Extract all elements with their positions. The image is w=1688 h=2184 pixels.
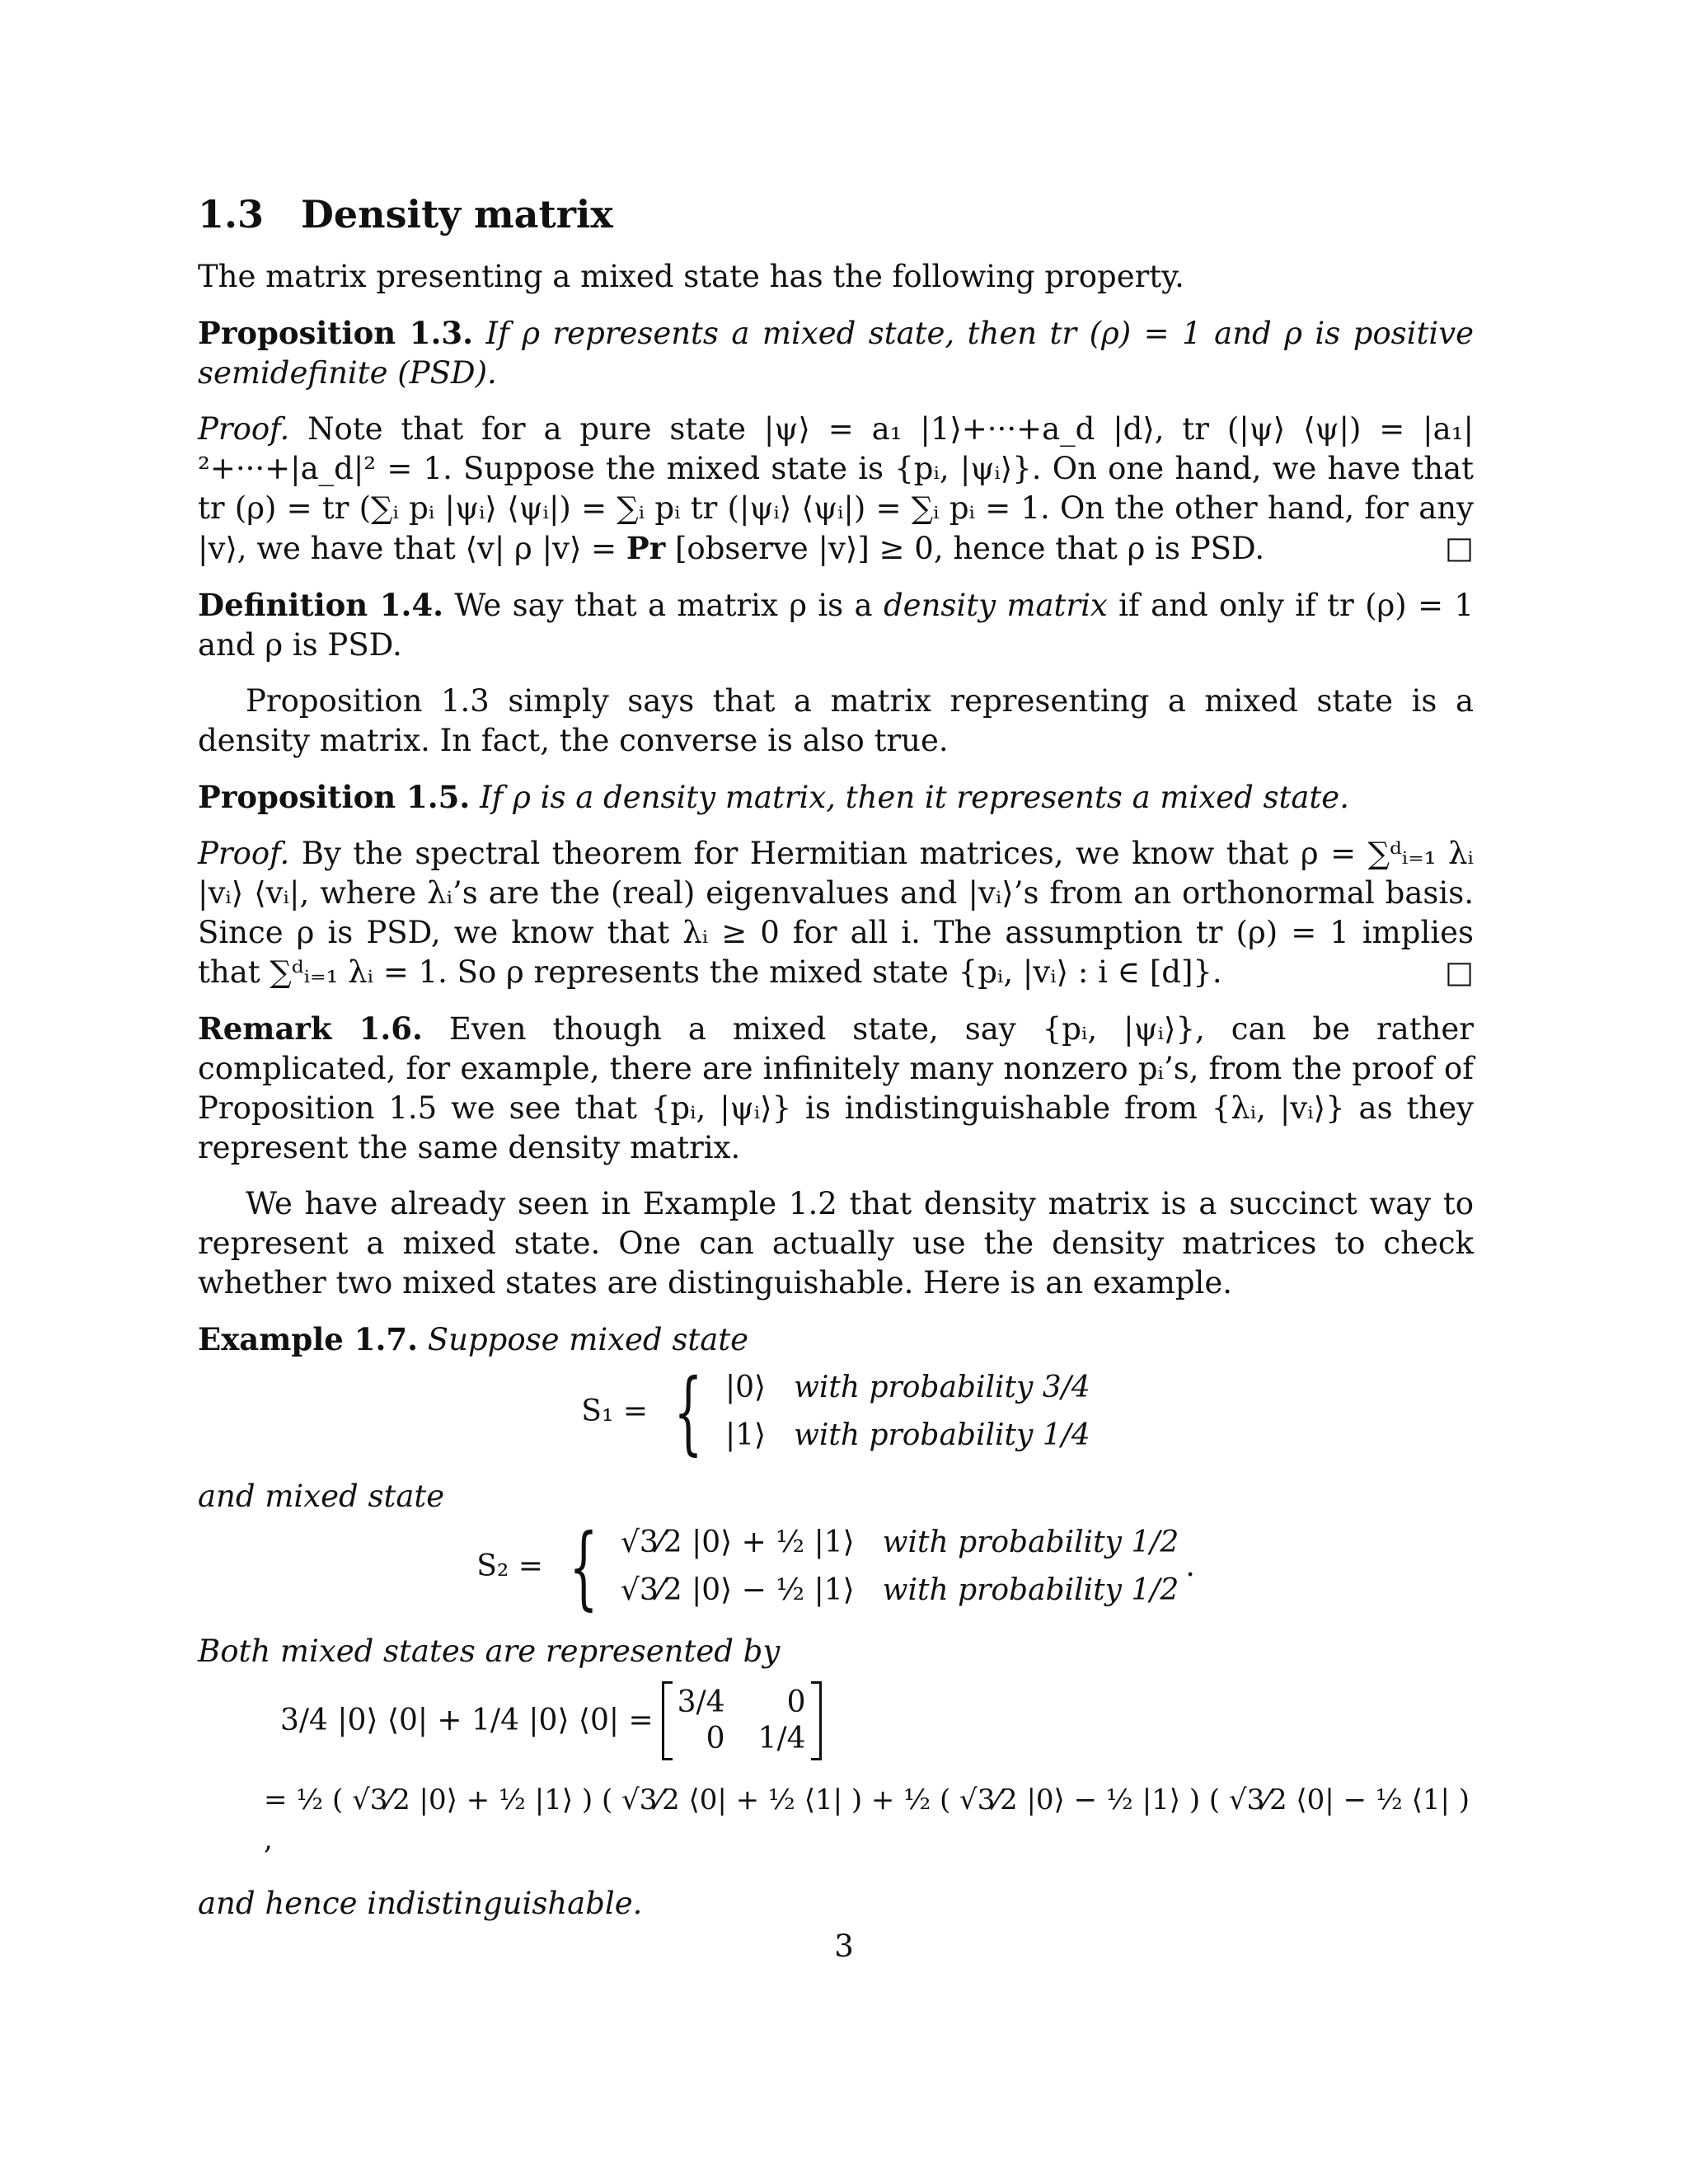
qed-symbol: □ (1445, 530, 1474, 565)
remark-1-6 (198, 1009, 1474, 1168)
s1-case-2-prob: with probability 1/4 (794, 1418, 1090, 1452)
matrix-cell: 1/4 (757, 1722, 806, 1755)
s2-case-1-prob: with probability 1/2 (882, 1526, 1179, 1559)
proposition-1-5 (198, 777, 1474, 818)
equation-decomposition (264, 1780, 1474, 1859)
equation-density-lhs (280, 1681, 1474, 1760)
matrix-cell: 3/4 (677, 1685, 725, 1719)
proof-text: Note that for a pure state |ψ⟩ = a₁ |1⟩+···+a_d |d⟩, tr (|ψ⟩ ⟨ψ|) = |a₁|²+···+|a_d|² = 1. Suppose the mixed state is {pᵢ, |ψᵢ⟩}. On one hand, we have that tr (ρ) = tr (∑ᵢ pᵢ |ψᵢ⟩ ⟨ψᵢ|) = ∑ᵢ pᵢ tr (|ψᵢ⟩ ⟨ψᵢ|) = ∑ᵢ pᵢ = 1. On the other hand, for any |v⟩, we have that ⟨v| ρ |v⟩ = (198, 411, 1474, 566)
qed-symbol: □ (1445, 954, 1474, 990)
example-1-7 (198, 1319, 1474, 1360)
left-brace: { (569, 1514, 598, 1619)
proposition-statement: If ρ represents a mixed state, then tr (ρ) = 1 and ρ is positive semidefinite (PSD). (198, 316, 1474, 391)
s2-period: . (1185, 1549, 1195, 1583)
paragraph-converse: Proposition 1.3 simply says that a matrix representing a mixed state is a density matrix. In fact, the converse is also true. (198, 683, 1474, 758)
section-heading (198, 190, 1474, 239)
definition-text-before: We say that a matrix ρ is a (454, 588, 884, 623)
s2-lhs: S₂ = (476, 1549, 543, 1583)
definition-term: density matrix (883, 588, 1108, 623)
intro-paragraph: The matrix presenting a mixed state has the following property. (198, 259, 1184, 294)
s1-case-2 (725, 1414, 1090, 1457)
pr-operator: Pr (626, 530, 666, 566)
page-number: 3 (834, 1929, 854, 1964)
s1-cases (725, 1366, 1090, 1457)
proposition-1-3 (198, 313, 1474, 393)
s2-case-1 (621, 1521, 1179, 1564)
proof-1-5 (198, 834, 1474, 992)
eq2-text: = ½ ( √3⁄2 |0⟩ + ½ |1⟩ ) ( √3⁄2 ⟨0| + ½ ⟨1| ) + ½ ( √3⁄2 |0⟩ − ½ |1⟩ ) ( √3⁄2 ⟨0| − ½ ⟨1| ) , (264, 1783, 1470, 1856)
s1-case-1 (725, 1366, 1090, 1409)
s1-lhs: S₁ = (581, 1394, 648, 1428)
s1-case-2-state: |1⟩ (724, 1418, 767, 1452)
section-number: 1.3 (198, 192, 265, 237)
matrix-cell: 0 (706, 1722, 725, 1755)
s2-case-2-prob: with probability 1/2 (882, 1573, 1179, 1607)
proof-1-3 (198, 410, 1474, 569)
s2-case-1-state: √3⁄2 |0⟩ + ½ |1⟩ (620, 1526, 855, 1559)
matrix-cell: 0 (786, 1685, 806, 1719)
definition-text-after: if and only if tr (ρ) = 1 and ρ is PSD. (198, 588, 1475, 663)
equation-s1 (198, 1359, 1474, 1465)
proof-label: Proof. (198, 411, 290, 447)
proof-text: By the spectral theorem for Hermitian matrices, we know that ρ = ∑ᵈᵢ₌₁ λᵢ |vᵢ⟩ ⟨vᵢ|, where λᵢ’s are the (real) eigenvalues and |vᵢ⟩’s from an orthonormal basis. Since ρ is PSD, we know that λᵢ ≥ 0 for all i. The assumption tr (ρ) = 1 implies that ∑ᵈᵢ₌₁ λᵢ = 1. So ρ represents the mixed state {pᵢ, |vᵢ⟩ : i ∈ [d]}. (198, 836, 1474, 990)
proof-tail: [observe |v⟩] ≥ 0, hence that ρ is PSD. (665, 531, 1265, 566)
section-title: Density matrix (301, 192, 613, 237)
page-body (198, 190, 1474, 1940)
s1-case-1-prob: with probability 3/4 (794, 1371, 1090, 1404)
remark-text: Even though a mixed state, say {pᵢ, |ψᵢ⟩}, can be rather complicated, for example, there are infinitely many nonzero pᵢ’s, from the proof of Proposition 1.5 we see that {pᵢ, |ψᵢ⟩} is indistinguishable from {λᵢ, |vᵢ⟩} as they represent the same density matrix. (198, 1011, 1474, 1165)
equation-s2 (198, 1514, 1474, 1619)
and-mixed-state-text: and mixed state (198, 1479, 445, 1514)
both-represented-text: Both mixed states are represented by (198, 1633, 781, 1669)
eq1-lhs: 3/4 |0⟩ ⟨0| + 1/4 |0⟩ ⟨0| = (280, 1704, 654, 1737)
conclusion-text: and hence indistinguishable. (198, 1886, 643, 1921)
s2-cases (621, 1521, 1179, 1612)
definition-1-4 (198, 585, 1474, 665)
s2-case-2-state: √3⁄2 |0⟩ − ½ |1⟩ (620, 1573, 855, 1607)
proof-label: Proof. (198, 836, 290, 871)
s2-case-2 (621, 1569, 1179, 1612)
proposition-statement: If ρ is a density matrix, then it represents a mixed state. (480, 780, 1349, 815)
example-label: Example 1.7. (198, 1321, 418, 1357)
proposition-label: Proposition 1.5. (198, 779, 471, 815)
left-brace: { (673, 1359, 703, 1465)
remark-label: Remark 1.6. (198, 1010, 423, 1047)
s1-case-1-state: |0⟩ (724, 1371, 767, 1404)
example-intro: Suppose mixed state (427, 1322, 749, 1357)
density-matrix (662, 1681, 822, 1760)
proposition-label: Proposition 1.3. (198, 315, 473, 351)
definition-label: Definition 1.4. (198, 587, 443, 623)
paragraph-example-intro: We have already seen in Example 1.2 that density matrix is a succinct way to represent a mixed state. One can actually use the density matrices to check whether two mixed states are distinguishable. Here is an example. (198, 1186, 1474, 1301)
